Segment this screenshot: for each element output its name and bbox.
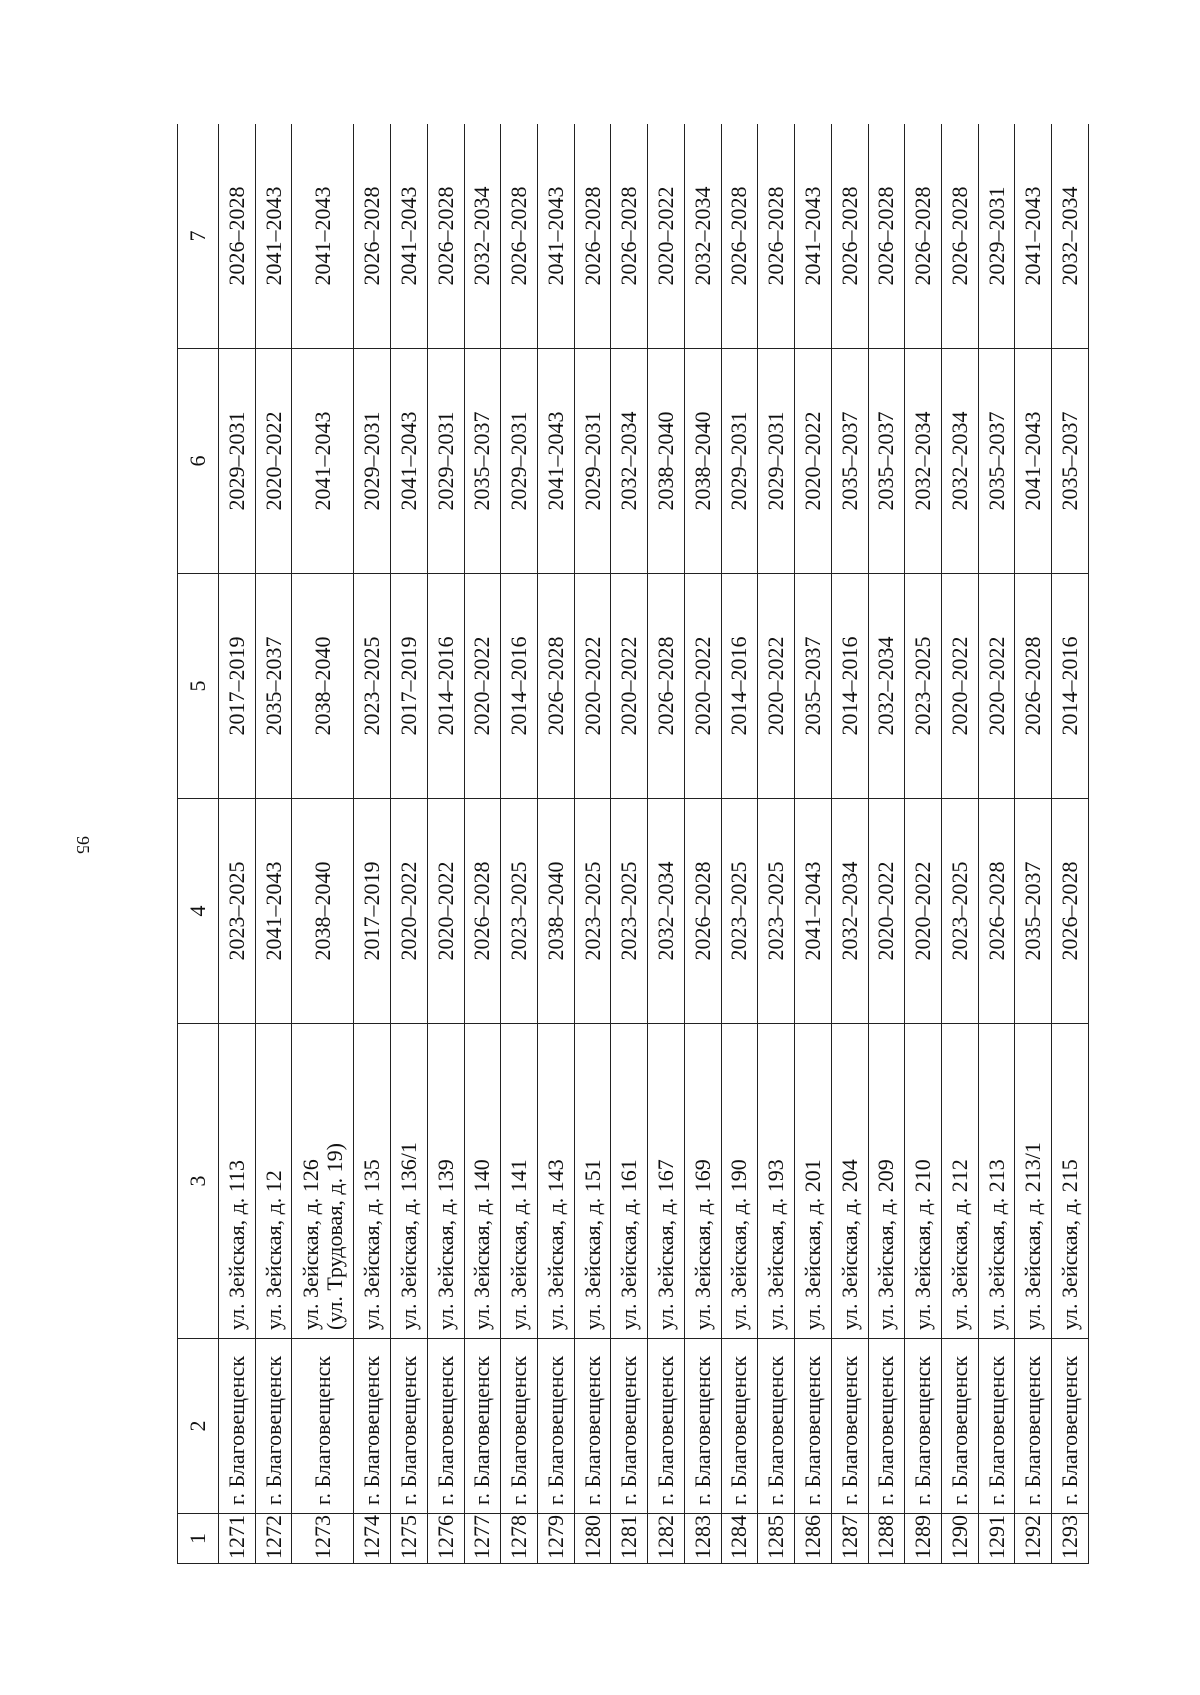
column-header-6: 6 <box>178 349 219 574</box>
table-row <box>941 124 978 1564</box>
table-row <box>292 124 354 1564</box>
period-cell-col4: 2020–2022 <box>868 799 905 1024</box>
period-cell-col4: 2023–2025 <box>574 799 611 1024</box>
period-cell-col7: 2026–2028 <box>427 124 464 349</box>
schedule-table <box>177 124 1089 1564</box>
table-row <box>391 124 428 1564</box>
city-cell: г. Благовещенск <box>501 1339 538 1514</box>
row-number-cell: 1292 <box>1015 1514 1052 1564</box>
period-cell-col6: 2029–2031 <box>501 349 538 574</box>
address-line: ул. Зейская, д. 190 <box>726 1159 752 1330</box>
column-header-1: 1 <box>178 1514 219 1564</box>
address-cell <box>831 1024 868 1339</box>
period-cell-col7: 2026–2028 <box>831 124 868 349</box>
city-cell: г. Благовещенск <box>978 1339 1015 1514</box>
period-cell-col6: 2035–2037 <box>978 349 1015 574</box>
period-cell-col7: 2026–2028 <box>905 124 942 349</box>
period-cell-col4: 2038–2040 <box>292 799 354 1024</box>
period-cell-col4: 2020–2022 <box>905 799 942 1024</box>
period-cell-col5: 2020–2022 <box>464 574 501 799</box>
table-body <box>219 124 1089 1564</box>
period-cell-col7: 2026–2028 <box>219 124 256 349</box>
period-cell-col5: 2020–2022 <box>978 574 1015 799</box>
period-cell-col4: 2026–2028 <box>464 799 501 1024</box>
city-cell: г. Благовещенск <box>1052 1339 1089 1514</box>
period-cell-col5: 2014–2016 <box>1052 574 1089 799</box>
period-cell-col6: 2029–2031 <box>721 349 758 574</box>
table-row <box>574 124 611 1564</box>
address-cell <box>684 1024 721 1339</box>
address-line: ул. Зейская, д. 135 <box>359 1159 385 1330</box>
period-cell-col7: 2026–2028 <box>868 124 905 349</box>
address-cell <box>1052 1024 1089 1339</box>
address-line: ул. Зейская, д. 201 <box>799 1159 825 1330</box>
address-cell <box>648 1024 685 1339</box>
table-row <box>795 124 832 1564</box>
period-cell-col6: 2038–2040 <box>648 349 685 574</box>
period-cell-col6: 2038–2040 <box>684 349 721 574</box>
city-cell: г. Благовещенск <box>684 1339 721 1514</box>
column-header-2: 2 <box>178 1339 219 1514</box>
table-row <box>1052 124 1089 1564</box>
column-header-4: 4 <box>178 799 219 1024</box>
period-cell-col4: 2017–2019 <box>354 799 391 1024</box>
address-cell <box>464 1024 501 1339</box>
row-number-cell: 1279 <box>538 1514 575 1564</box>
address-line: ул. Зейская, д. 113 <box>223 1160 249 1330</box>
period-cell-col4: 2038–2040 <box>538 799 575 1024</box>
address-cell <box>941 1024 978 1339</box>
city-cell: г. Благовещенск <box>941 1339 978 1514</box>
period-cell-col5: 2014–2016 <box>427 574 464 799</box>
period-cell-col4: 2023–2025 <box>721 799 758 1024</box>
period-cell-col6: 2035–2037 <box>464 349 501 574</box>
city-cell: г. Благовещенск <box>795 1339 832 1514</box>
address-line: ул. Зейская, д. 161 <box>616 1159 642 1330</box>
address-line: ул. Зейская, д. 209 <box>873 1159 899 1330</box>
period-cell-col6: 2041–2043 <box>292 349 354 574</box>
city-cell: г. Благовещенск <box>1015 1339 1052 1514</box>
address-cell <box>292 1024 354 1339</box>
address-cell <box>795 1024 832 1339</box>
period-cell-col5: 2035–2037 <box>255 574 292 799</box>
address-cell <box>868 1024 905 1339</box>
row-number-cell: 1280 <box>574 1514 611 1564</box>
period-cell-col4: 2023–2025 <box>219 799 256 1024</box>
period-cell-col4: 2035–2037 <box>1015 799 1052 1024</box>
period-cell-col4: 2026–2028 <box>978 799 1015 1024</box>
row-number-cell: 1284 <box>721 1514 758 1564</box>
table-row <box>255 124 292 1564</box>
row-number-cell: 1274 <box>354 1514 391 1564</box>
period-cell-col4: 2026–2028 <box>1052 799 1089 1024</box>
period-cell-col5: 2017–2019 <box>219 574 256 799</box>
address-line: ул. Зейская, д. 140 <box>469 1159 495 1330</box>
city-cell: г. Благовещенск <box>648 1339 685 1514</box>
period-cell-col6: 2029–2031 <box>354 349 391 574</box>
address-line: ул. Зейская, д. 126 <box>297 1159 323 1330</box>
table-row <box>611 124 648 1564</box>
period-cell-col6: 2029–2031 <box>219 349 256 574</box>
city-cell: г. Благовещенск <box>868 1339 905 1514</box>
period-cell-col6: 2032–2034 <box>905 349 942 574</box>
document-page <box>177 124 1089 1564</box>
table-row <box>501 124 538 1564</box>
header-row <box>178 124 219 1564</box>
table-row <box>427 124 464 1564</box>
period-cell-col4: 2023–2025 <box>758 799 795 1024</box>
city-cell: г. Благовещенск <box>464 1339 501 1514</box>
row-number-cell: 1278 <box>501 1514 538 1564</box>
period-cell-col6: 2035–2037 <box>1052 349 1089 574</box>
city-cell: г. Благовещенск <box>354 1339 391 1514</box>
address-line: ул. Зейская, д. 213/1 <box>1020 1142 1046 1330</box>
period-cell-col7: 2041–2043 <box>255 124 292 349</box>
row-number-cell: 1283 <box>684 1514 721 1564</box>
address-cell <box>978 1024 1015 1339</box>
period-cell-col4: 2020–2022 <box>391 799 428 1024</box>
row-number-cell: 1288 <box>868 1514 905 1564</box>
period-cell-col6: 2029–2031 <box>758 349 795 574</box>
address-cell <box>354 1024 391 1339</box>
period-cell-col6: 2020–2022 <box>255 349 292 574</box>
table-row <box>648 124 685 1564</box>
address-cell <box>255 1024 292 1339</box>
city-cell: г. Благовещенск <box>611 1339 648 1514</box>
row-number-cell: 1281 <box>611 1514 648 1564</box>
period-cell-col4: 2023–2025 <box>611 799 648 1024</box>
period-cell-col6: 2041–2043 <box>1015 349 1052 574</box>
period-cell-col4: 2026–2028 <box>684 799 721 1024</box>
period-cell-col4: 2023–2025 <box>501 799 538 1024</box>
city-cell: г. Благовещенск <box>292 1339 354 1514</box>
row-number-cell: 1289 <box>905 1514 942 1564</box>
row-number-cell: 1293 <box>1052 1514 1089 1564</box>
period-cell-col7: 2026–2028 <box>758 124 795 349</box>
period-cell-col7: 2026–2028 <box>354 124 391 349</box>
address-line: (ул. Трудовая, д. 19) <box>321 1143 347 1330</box>
row-number-cell: 1273 <box>292 1514 354 1564</box>
address-line: ул. Зейская, д. 151 <box>579 1159 605 1330</box>
period-cell-col4: 2041–2043 <box>255 799 292 1024</box>
city-cell: г. Благовещенск <box>721 1339 758 1514</box>
period-cell-col7: 2026–2028 <box>941 124 978 349</box>
period-cell-col6: 2020–2022 <box>795 349 832 574</box>
period-cell-col4: 2041–2043 <box>795 799 832 1024</box>
period-cell-col4: 2023–2025 <box>941 799 978 1024</box>
rotated-table-frame <box>177 124 1089 1564</box>
row-number-cell: 1275 <box>391 1514 428 1564</box>
table-row <box>1015 124 1052 1564</box>
table-row <box>978 124 1015 1564</box>
table-row <box>684 124 721 1564</box>
address-cell <box>501 1024 538 1339</box>
period-cell-col5: 2026–2028 <box>538 574 575 799</box>
row-number-cell: 1291 <box>978 1514 1015 1564</box>
period-cell-col6: 2029–2031 <box>427 349 464 574</box>
period-cell-col5: 2020–2022 <box>684 574 721 799</box>
address-line: ул. Зейская, д. 204 <box>836 1159 862 1330</box>
address-cell <box>427 1024 464 1339</box>
table-row <box>758 124 795 1564</box>
city-cell: г. Благовещенск <box>758 1339 795 1514</box>
period-cell-col4: 2032–2034 <box>648 799 685 1024</box>
period-cell-col5: 2020–2022 <box>758 574 795 799</box>
column-header-3: 3 <box>178 1024 219 1339</box>
table-row <box>219 124 256 1564</box>
period-cell-col5: 2035–2037 <box>795 574 832 799</box>
address-line: ул. Зейская, д. 136/1 <box>396 1142 422 1330</box>
address-line: ул. Зейская, д. 213 <box>983 1159 1009 1330</box>
city-cell: г. Благовещенск <box>255 1339 292 1514</box>
city-cell: г. Благовещенск <box>574 1339 611 1514</box>
period-cell-col5: 2014–2016 <box>501 574 538 799</box>
period-cell-col6: 2029–2031 <box>574 349 611 574</box>
row-number-cell: 1285 <box>758 1514 795 1564</box>
city-cell: г. Благовещенск <box>538 1339 575 1514</box>
period-cell-col6: 2041–2043 <box>391 349 428 574</box>
period-cell-col7: 2026–2028 <box>574 124 611 349</box>
address-cell <box>611 1024 648 1339</box>
table-row <box>354 124 391 1564</box>
city-cell: г. Благовещенск <box>905 1339 942 1514</box>
row-number-cell: 1287 <box>831 1514 868 1564</box>
city-cell: г. Благовещенск <box>219 1339 256 1514</box>
city-cell: г. Благовещенск <box>391 1339 428 1514</box>
period-cell-col7: 2041–2043 <box>538 124 575 349</box>
row-number-cell: 1282 <box>648 1514 685 1564</box>
period-cell-col6: 2041–2043 <box>538 349 575 574</box>
address-cell <box>538 1024 575 1339</box>
city-cell: г. Благовещенск <box>831 1339 868 1514</box>
row-number-cell: 1272 <box>255 1514 292 1564</box>
address-line: ул. Зейская, д. 169 <box>689 1159 715 1330</box>
period-cell-col5: 2026–2028 <box>648 574 685 799</box>
table-row <box>905 124 942 1564</box>
address-line: ул. Зейская, д. 193 <box>763 1159 789 1330</box>
period-cell-col7: 2041–2043 <box>795 124 832 349</box>
row-number-cell: 1290 <box>941 1514 978 1564</box>
address-line: ул. Зейская, д. 215 <box>1057 1159 1083 1330</box>
address-cell <box>574 1024 611 1339</box>
address-cell <box>721 1024 758 1339</box>
period-cell-col7: 2026–2028 <box>721 124 758 349</box>
table-row <box>538 124 575 1564</box>
period-cell-col5: 2023–2025 <box>905 574 942 799</box>
period-cell-col5: 2026–2028 <box>1015 574 1052 799</box>
table-row <box>868 124 905 1564</box>
city-cell: г. Благовещенск <box>427 1339 464 1514</box>
address-line: ул. Зейская, д. 141 <box>506 1159 532 1330</box>
row-number-cell: 1271 <box>219 1514 256 1564</box>
table-row <box>721 124 758 1564</box>
period-cell-col5: 2017–2019 <box>391 574 428 799</box>
period-cell-col6: 2032–2034 <box>611 349 648 574</box>
address-line: ул. Зейская, д. 210 <box>910 1159 936 1330</box>
period-cell-col5: 2023–2025 <box>354 574 391 799</box>
period-cell-col7: 2020–2022 <box>648 124 685 349</box>
address-line: ул. Зейская, д. 212 <box>946 1159 972 1330</box>
period-cell-col4: 2032–2034 <box>831 799 868 1024</box>
row-number-cell: 1286 <box>795 1514 832 1564</box>
column-header-5: 5 <box>178 574 219 799</box>
row-number-cell: 1276 <box>427 1514 464 1564</box>
period-cell-col7: 2032–2034 <box>464 124 501 349</box>
row-number-cell: 1277 <box>464 1514 501 1564</box>
period-cell-col5: 2020–2022 <box>941 574 978 799</box>
period-cell-col7: 2041–2043 <box>391 124 428 349</box>
period-cell-col7: 2029–2031 <box>978 124 1015 349</box>
page-number: 95 <box>73 836 93 854</box>
address-line: ул. Зейская, д. 167 <box>653 1159 679 1330</box>
period-cell-col5: 2020–2022 <box>611 574 648 799</box>
table-row <box>831 124 868 1564</box>
address-line: ул. Зейская, д. 12 <box>260 1170 286 1330</box>
period-cell-col6: 2032–2034 <box>941 349 978 574</box>
period-cell-col5: 2014–2016 <box>721 574 758 799</box>
period-cell-col5: 2038–2040 <box>292 574 354 799</box>
period-cell-col4: 2020–2022 <box>427 799 464 1024</box>
address-cell <box>1015 1024 1052 1339</box>
period-cell-col6: 2035–2037 <box>868 349 905 574</box>
period-cell-col7: 2032–2034 <box>684 124 721 349</box>
period-cell-col5: 2014–2016 <box>831 574 868 799</box>
period-cell-col7: 2026–2028 <box>611 124 648 349</box>
address-line: ул. Зейская, д. 139 <box>432 1159 458 1330</box>
address-cell <box>219 1024 256 1339</box>
column-header-7: 7 <box>178 124 219 349</box>
period-cell-col5: 2020–2022 <box>574 574 611 799</box>
address-cell <box>905 1024 942 1339</box>
address-cell <box>391 1024 428 1339</box>
table-row <box>464 124 501 1564</box>
period-cell-col6: 2035–2037 <box>831 349 868 574</box>
address-cell <box>758 1024 795 1339</box>
period-cell-col7: 2041–2043 <box>1015 124 1052 349</box>
address-line: ул. Зейская, д. 143 <box>542 1159 568 1330</box>
period-cell-col7: 2032–2034 <box>1052 124 1089 349</box>
period-cell-col7: 2041–2043 <box>292 124 354 349</box>
period-cell-col7: 2026–2028 <box>501 124 538 349</box>
period-cell-col5: 2032–2034 <box>868 574 905 799</box>
